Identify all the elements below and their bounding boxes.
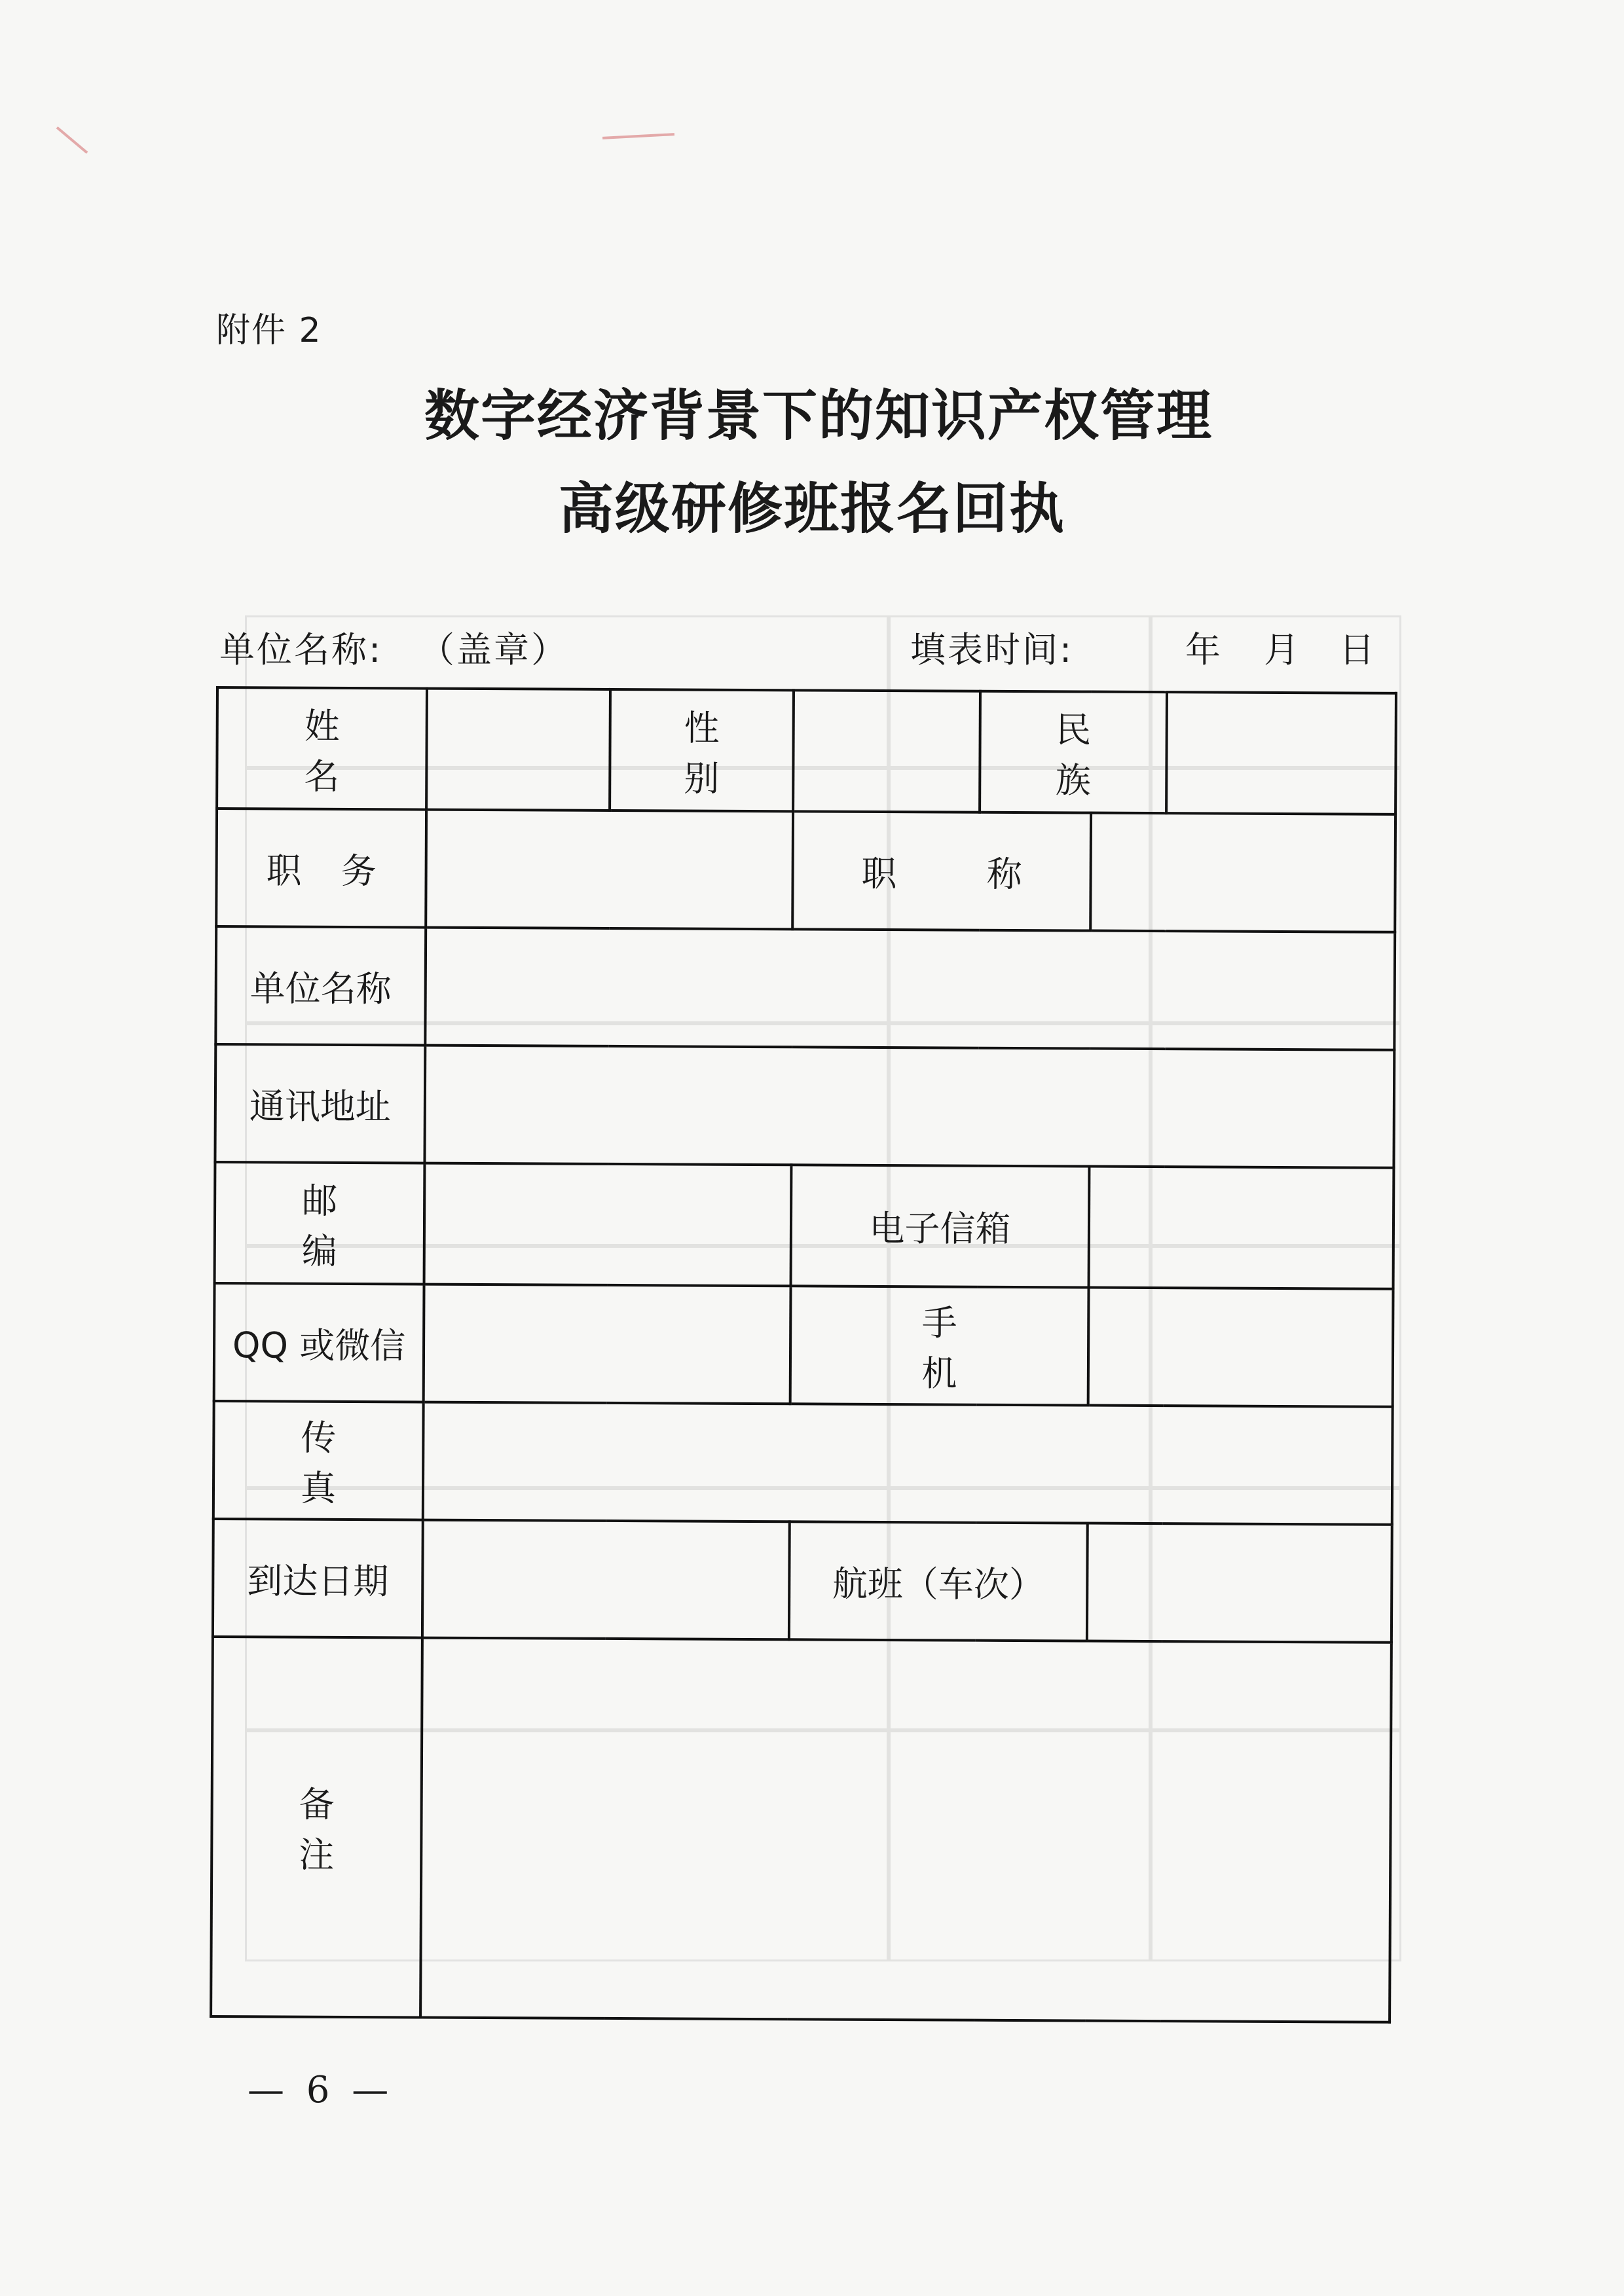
postcode-field[interactable] — [424, 1163, 792, 1286]
page-number: — 6 — — [248, 2069, 394, 2111]
fax-field[interactable] — [423, 1402, 1393, 1525]
day-label: 日 — [1339, 629, 1376, 670]
position-label: 职务 — [216, 809, 426, 928]
registration-form-table — [210, 686, 1395, 2021]
year-label: 年 — [1185, 629, 1223, 670]
red-ink-mark — [56, 126, 88, 154]
title-line-2: 高级研修班报名回执 — [558, 477, 1065, 541]
red-ink-mark — [602, 133, 674, 139]
month-label: 月 — [1264, 629, 1301, 670]
gender-field[interactable] — [793, 690, 980, 812]
org-name-row-label: 单位名称 — [215, 926, 426, 1046]
flight-field[interactable] — [1087, 1523, 1392, 1643]
remarks-label: 备 注 — [211, 1637, 422, 2018]
name-field[interactable] — [426, 689, 610, 811]
position-field[interactable] — [426, 810, 793, 930]
qq-wechat-field[interactable] — [424, 1285, 791, 1404]
mobile-field[interactable] — [1088, 1288, 1393, 1407]
title-line-1: 数字经济背景下的知识产权管理 — [424, 384, 1213, 448]
seal-note: （盖章） — [419, 629, 568, 670]
ethnicity-field[interactable] — [1166, 692, 1396, 814]
address-label: 通讯地址 — [215, 1044, 425, 1163]
name-label: 姓 名 — [217, 687, 427, 810]
gender-label: 性 别 — [610, 689, 794, 811]
org-name-field[interactable] — [425, 928, 1395, 1050]
attachment-label: 附件 2 — [216, 311, 322, 350]
fill-time-label: 填表时间: — [910, 629, 1074, 670]
address-field[interactable] — [424, 1046, 1394, 1168]
flight-label: 航班（车次） — [789, 1522, 1088, 1641]
org-name-label: 单位名称: — [219, 629, 383, 670]
mobile-label: 手 机 — [790, 1286, 1089, 1405]
email-field[interactable] — [1089, 1167, 1394, 1289]
title-rank-label: 职 称 — [792, 811, 1091, 930]
remarks-field[interactable] — [420, 1638, 1392, 2022]
title-rank-field[interactable] — [1090, 813, 1395, 932]
fax-label: 传 真 — [213, 1401, 424, 1520]
email-label: 电子信箱 — [791, 1165, 1090, 1287]
ethnicity-label: 民 族 — [980, 691, 1167, 813]
postcode-label: 邮 编 — [215, 1162, 425, 1285]
arrival-date-field[interactable] — [422, 1520, 790, 1640]
qq-wechat-label: QQ 或微信 — [214, 1283, 424, 1402]
arrival-date-label: 到达日期 — [213, 1519, 423, 1638]
